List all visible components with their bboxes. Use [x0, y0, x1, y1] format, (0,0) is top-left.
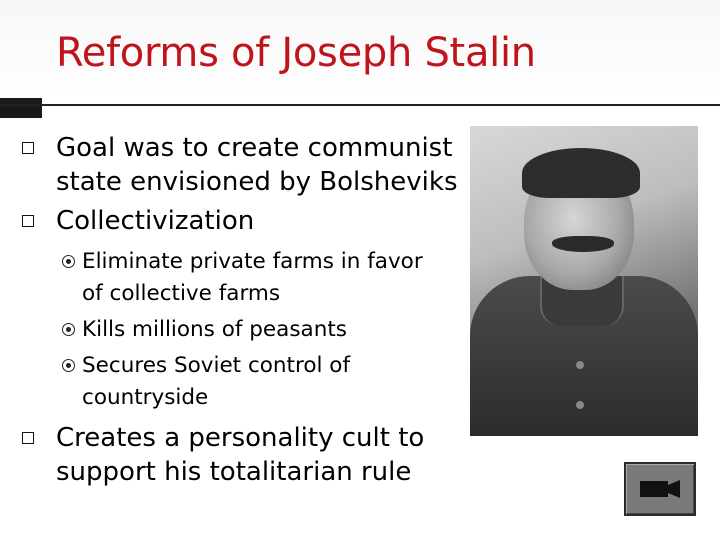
sub-bullet-secures	[82, 350, 452, 414]
target-bullet-icon	[62, 323, 75, 336]
bullet-goal	[56, 131, 476, 199]
sub-bullet-kills-text: Kills millions of peasants	[82, 317, 347, 342]
portrait-hair	[522, 148, 640, 198]
video-camera-icon	[638, 476, 682, 502]
bullet-collectivization-text: Collectivization	[56, 206, 255, 236]
portrait-mustache	[552, 236, 614, 252]
video-play-button[interactable]	[624, 462, 696, 516]
square-bullet-icon	[22, 215, 34, 227]
bullet-goal-line2: state envisioned by Bolsheviks	[56, 167, 458, 197]
square-bullet-icon	[22, 142, 34, 154]
sub-bullet-kills	[82, 314, 452, 346]
bullet-personality-cult	[56, 421, 476, 489]
portrait-button	[576, 361, 584, 369]
sub-bullet-eliminate-line2: of collective farms	[82, 281, 281, 306]
portrait-photo	[470, 126, 698, 436]
sub-bullet-secures-line2: countryside	[82, 385, 209, 410]
bullet-personality-cult-line2: support his totalitarian rule	[56, 457, 412, 487]
square-bullet-icon	[22, 432, 34, 444]
target-bullet-icon	[62, 359, 75, 372]
sub-bullet-eliminate-line1: Eliminate private farms in favor	[82, 249, 423, 274]
bullet-personality-cult-line1: Creates a personality cult to	[56, 423, 425, 453]
sub-bullet-secures-line1: Secures Soviet control of	[82, 353, 351, 378]
target-bullet-icon	[62, 255, 75, 268]
bullet-goal-line1: Goal was to create communist	[56, 133, 453, 163]
portrait-button	[576, 401, 584, 409]
sub-bullet-eliminate	[82, 246, 452, 310]
slide-title: Reforms of Joseph Stalin	[56, 30, 536, 76]
bullet-collectivization	[56, 204, 476, 238]
